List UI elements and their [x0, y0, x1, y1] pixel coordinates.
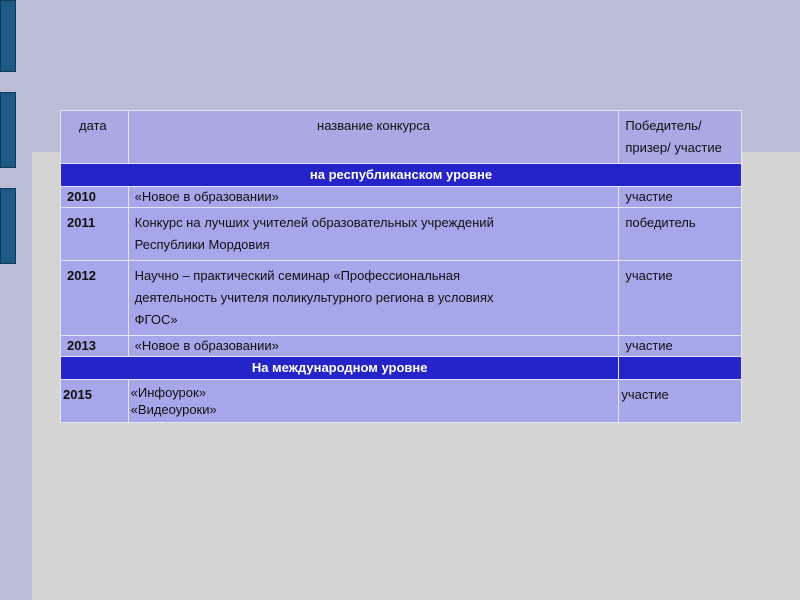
- row-competition: [128, 261, 619, 336]
- table-header-row: [61, 111, 742, 164]
- section-title: на республиканском уровне: [61, 164, 742, 187]
- row-result: участие: [619, 380, 742, 423]
- header-competition-name: название конкурса: [128, 111, 619, 164]
- row-competition: [128, 380, 619, 423]
- row-year: 2011: [61, 208, 129, 261]
- row-competition-line: «Видеоуроки»: [130, 402, 217, 417]
- row-year: 2012: [61, 261, 129, 336]
- row-competition: [128, 336, 619, 357]
- header-result-line2: призер/ участие: [625, 140, 722, 155]
- side-tab-top: [0, 0, 16, 72]
- row-competition-line: деятельность учителя поликультурного региона в условиях: [134, 290, 494, 305]
- section-row-international: [61, 357, 742, 380]
- row-result: участие: [619, 187, 742, 208]
- side-tab-bottom: [0, 188, 16, 264]
- row-competition-line: «Новое в образовании»: [134, 189, 279, 204]
- row-competition: [128, 187, 619, 208]
- section-title: На международном уровне: [61, 357, 619, 380]
- row-competition-line: «Новое в образовании»: [134, 338, 279, 353]
- row-competition: [128, 208, 619, 261]
- table-row: [61, 261, 742, 336]
- row-competition-line: Конкурс на лучших учителей образовательных учреждений: [134, 215, 494, 230]
- side-tab-middle: [0, 92, 16, 168]
- row-competition-line: «Инфоурок»: [130, 385, 206, 400]
- header-result: [619, 111, 742, 164]
- row-result: победитель: [619, 208, 742, 261]
- row-year: 2010: [61, 187, 129, 208]
- row-competition-line: ФГОС»: [134, 312, 178, 327]
- header-date: дата: [61, 111, 129, 164]
- section-row-republican: [61, 164, 742, 187]
- row-year: 2013: [61, 336, 129, 357]
- table-row: [61, 336, 742, 357]
- header-result-line1: Победитель/: [625, 118, 702, 133]
- competitions-table: [60, 110, 742, 423]
- row-result: участие: [619, 336, 742, 357]
- table-row: [61, 380, 742, 423]
- row-result: участие: [619, 261, 742, 336]
- row-competition-line: Республики Мордовия: [134, 237, 270, 252]
- section-blank-cell: [619, 357, 742, 380]
- row-year: 2015: [61, 380, 129, 423]
- table-row: [61, 187, 742, 208]
- table-row: [61, 208, 742, 261]
- row-competition-line: Научно – практический семинар «Профессиональная: [134, 268, 461, 283]
